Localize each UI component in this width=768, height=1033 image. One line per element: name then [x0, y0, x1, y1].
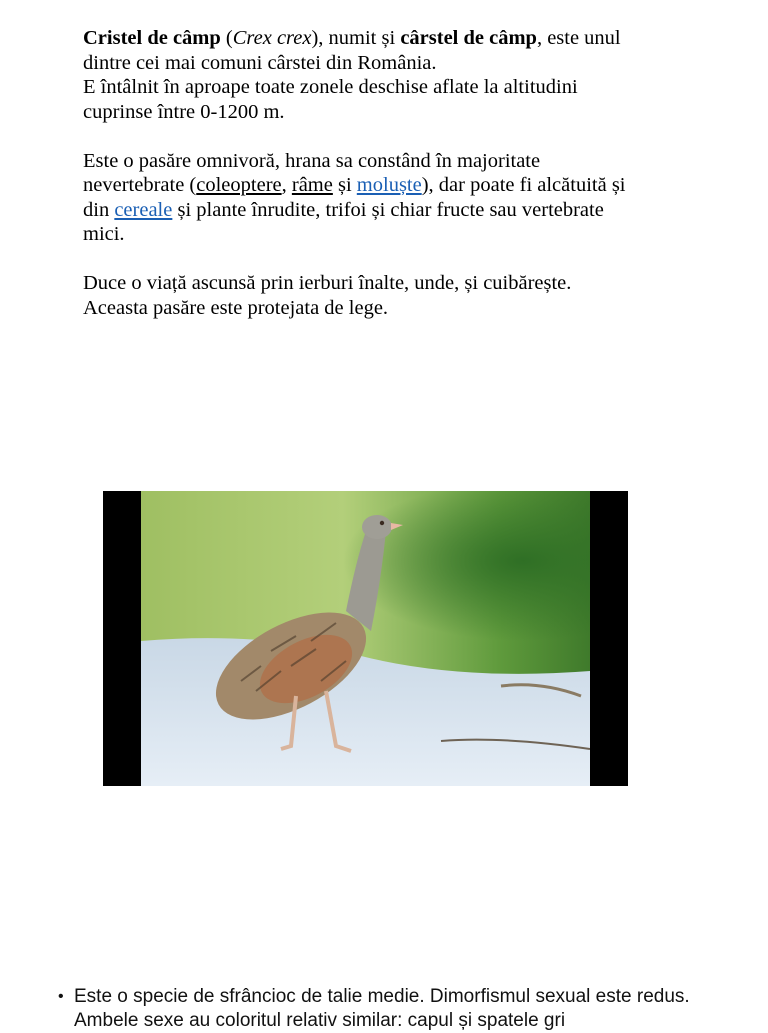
- latin-name: Crex crex: [232, 27, 312, 49]
- corncrake-illustration: [141, 491, 590, 786]
- link-moluste[interactable]: moluște: [356, 174, 422, 196]
- bullet-list: [58, 985, 698, 1033]
- bullet-text: Este o specie de sfrâncioc de talie medie. Dimorfismul sexual este redus. Ambele sexe au coloritul relativ similar: capul și spatele gri: [74, 986, 690, 1031]
- paragraph-behavior: Duce o viață ascunsă prin ierburi înalte, unde, și cuibărește.: [83, 272, 572, 294]
- bird-photo: [103, 491, 628, 786]
- paragraph-protection: Aceasta pasăre este protejata de lege.: [83, 296, 389, 319]
- link-rame[interactable]: râme: [291, 174, 333, 196]
- article-text: [83, 26, 643, 320]
- paragraph-diet: Este o pasăre omnivoră, hrana sa constând în majoritate nevertebrate (coleoptere, râme și moluște), dar poate fi alcătuită și din cereale și plante înrudite, trifoi și chiar fructe sau vertebrate mici.: [83, 149, 626, 245]
- alt-bird-name: cârstel de câmp: [400, 27, 537, 49]
- link-cereale[interactable]: cereale: [114, 198, 173, 221]
- paragraph-intro: Cristel de câmp (Crex crex), numit și cârstel de câmp, este unul dintre cei mai comuni cârstei din România.: [83, 27, 621, 74]
- link-coleoptere[interactable]: coleoptere: [196, 174, 282, 196]
- paragraph-habitat: E întâlnit în aproape toate zonele deschise aflate la altitudini cuprinse între 0-1200 m.: [83, 76, 578, 123]
- bullet-marker: •: [58, 988, 64, 1005]
- bird-name: Cristel de câmp: [83, 27, 221, 49]
